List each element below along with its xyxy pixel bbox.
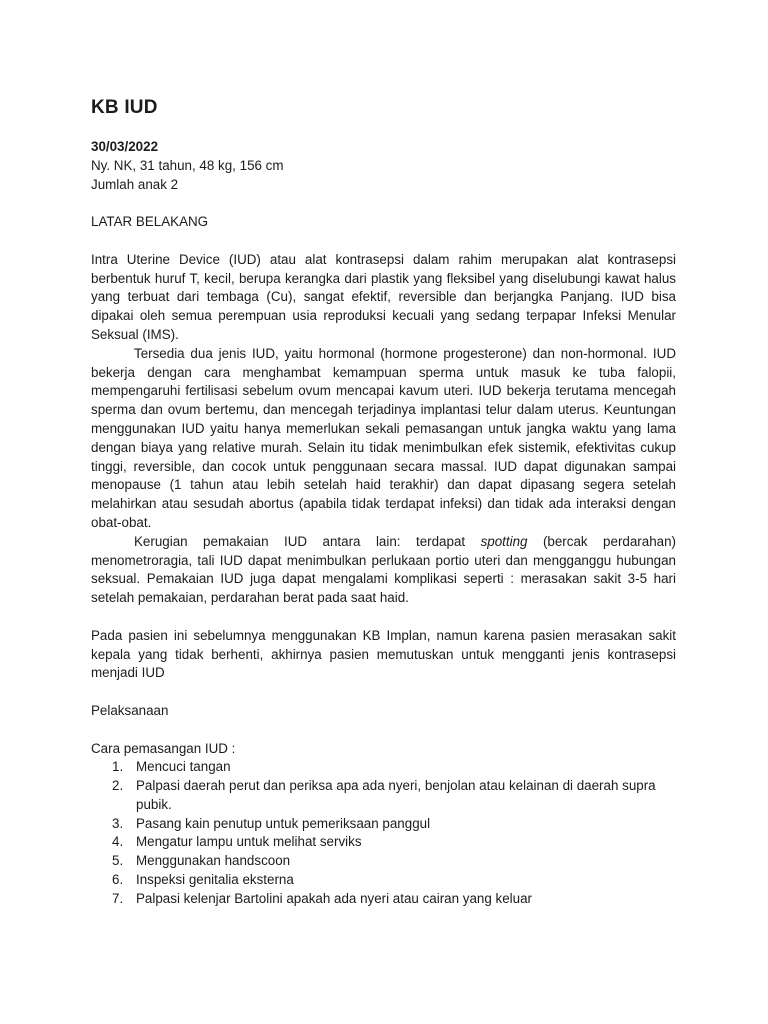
list-item	[91, 815, 676, 834]
step-number: 2.	[112, 778, 124, 794]
list-item	[91, 777, 676, 815]
step-text: Menggunakan handscoon	[136, 853, 291, 869]
paragraph-patient-history: Pada pasien ini sebelumnya menggunakan KB Implan, namun karena pasien merasakan sakit kepala yang tidak berhenti, akhirnya pasien memutuskan untuk mengganti jenis kontrasepsi menjadi IUD	[91, 627, 676, 681]
paragraph-disadvantages	[91, 533, 676, 608]
step-text: Palpasi daerah perut dan periksa apa ada nyeri, benjolan atau kelainan di daerah supra pubik.	[136, 778, 656, 812]
disadvantages-text-start: Kerugian pemakaian IUD antara lain: terdapat	[134, 533, 481, 549]
step-text: Inspeksi genitalia eksterna	[136, 872, 294, 888]
step-text: Palpasi kelenjar Bartolini apakah ada nyeri atau cairan yang keluar	[136, 890, 533, 906]
spotting-term: spotting	[480, 533, 528, 549]
step-number: 5.	[112, 853, 124, 869]
step-number: 3.	[112, 815, 124, 831]
step-text: Mencuci tangan	[136, 759, 231, 775]
step-number: 4.	[112, 834, 124, 850]
list-item	[91, 758, 676, 777]
list-item	[91, 833, 676, 852]
list-item	[91, 890, 676, 909]
children-count: Jumlah anak 2	[91, 176, 179, 192]
paragraph-types-benefits: Tersedia dua jenis IUD, yaitu hormonal (hormone progesterone) dan non-hormonal. IUD bekerja dengan cara menghambat kemampuan sperma untuk masuk ke tuba falopii, mempengaruhi fertilisasi sebelum ovum mencapai kavum uteri. IUD bekerja terutama mencegah sperma dan ovum bertemu, dan mencegah terjadinya implantasi telur dalam uterus. Keuntungan menggunakan IUD yaitu hanya memerlukan sekali pemasangan untuk jangka waktu yang lama dengan biaya yang relative murah. Selain itu tidak menimbulkan efek sistemik, efektivitas cukup tinggi, reversible, dan cocok untuk penggunaan secara massal. IUD dapat digunakan sampai menopause (1 tahun atau lebih setelah haid terakhir) dan dapat dipasang segera setelah melahirkan atau sesudah abortus (apabila tidak terdapat infeksi) dan tidak ada interaksi dengan obat-obat.	[91, 345, 676, 530]
document-title: KB IUD	[91, 97, 158, 118]
step-number: 1.	[112, 759, 124, 775]
steps-heading: Cara pemasangan IUD :	[91, 740, 236, 756]
step-text: Mengatur lampu untuk melihat serviks	[136, 834, 362, 850]
record-date: 30/03/2022	[91, 139, 159, 154]
list-item	[91, 852, 676, 871]
step-number: 7.	[112, 890, 124, 906]
patient-details: Ny. NK, 31 tahun, 48 kg, 156 cm	[91, 157, 284, 173]
section-heading-implementation: Pelaksanaan	[91, 702, 169, 718]
paragraph-definition: Intra Uterine Device (IUD) atau alat kontrasepsi dalam rahim merupakan alat kontrasepsi berbentuk huruf T, kecil, berupa kerangka dari plastik yang fleksibel yang diselubungi kawat halus yang terbuat dari tembaga (Cu), sangat efektif, reversible dan berjangka Panjang. IUD bisa dipakai oleh semua perempuan usia reproduksi kecuali yang sedang terpapar Infeksi Menular Seksual (IMS).	[91, 251, 676, 342]
procedure-steps-list	[91, 758, 676, 908]
list-item	[91, 871, 676, 890]
section-heading-background: LATAR BELAKANG	[91, 214, 209, 230]
patient-info	[91, 138, 676, 194]
step-number: 6.	[112, 872, 124, 888]
step-text: Pasang kain penutup untuk pemeriksaan panggul	[136, 815, 431, 831]
disadvantages-text-end: (bercak perdarahan) menometroragia, tali IUD dapat menimbulkan perlukaan portio uteri dan mengganggu hubungan seksual. Pemakaian IUD juga dapat mengalami komplikasi seperti : merasakan sakit 3-5 hari setelah pemakaian, perdarahan berat pada saat haid.	[91, 533, 676, 606]
